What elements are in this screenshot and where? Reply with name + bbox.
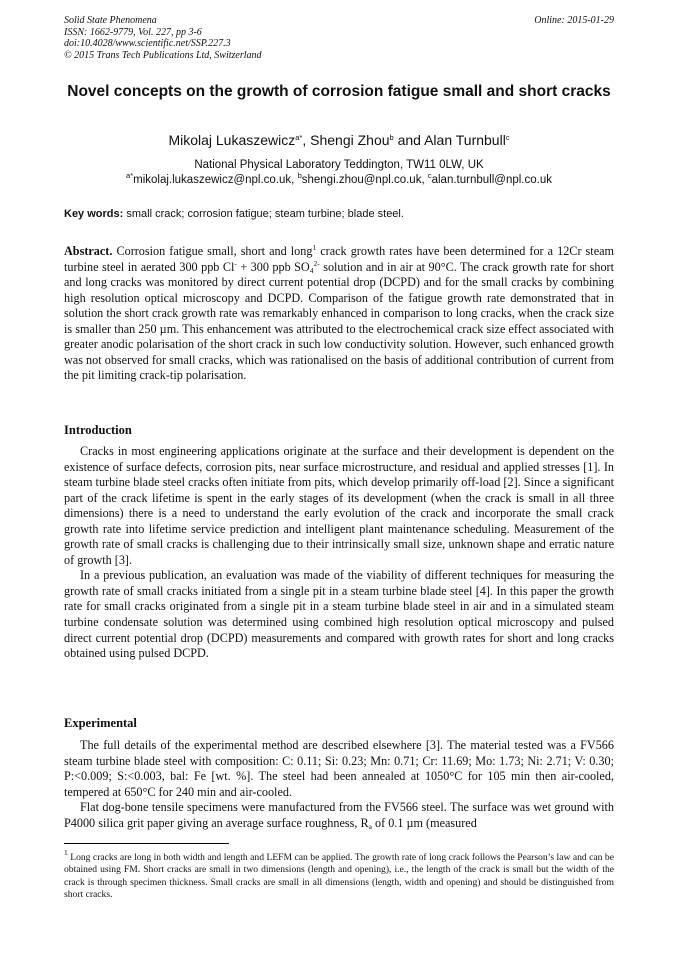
introduction-body — [64, 444, 614, 662]
subscript: 4 — [309, 265, 314, 275]
keywords-text: small crack; corrosion fatigue; steam turbine; blade steel. — [123, 208, 404, 220]
footnote — [64, 848, 614, 901]
author-separator: , — [302, 132, 311, 148]
affiliation: National Physical Laboratory Teddington, TW11 0LW, UK — [194, 159, 484, 171]
abstract — [64, 244, 614, 384]
keywords-label: Key words: — [64, 208, 124, 220]
superscript: - — [234, 258, 237, 268]
abstract-text: crack growth rates have been determined for a 12Cr steam turbine steel in aerated 300 ppb Cl — [64, 244, 614, 274]
email-link[interactable]: alan.turnbull@npl.co.uk — [431, 174, 552, 186]
abstract-text: + 300 ppb SO — [236, 259, 310, 274]
author-name: Alan Turnbull — [424, 132, 506, 148]
running-header — [64, 15, 614, 61]
email-link[interactable]: shengi.zhou@npl.co.uk, — [301, 174, 428, 186]
footnote-mark: 1 — [64, 848, 68, 857]
abstract-text: Corrosion fatigue small, short and long — [112, 244, 313, 258]
subscript: a — [368, 821, 372, 831]
author-affil-mark: a* — [295, 133, 303, 142]
journal-name: Solid State Phenomena — [64, 15, 157, 26]
author-separator: and — [393, 132, 425, 148]
paragraph-text: Flat dog-bone tensile specimens were manufactured from the FV566 steel. The surface was wet ground with P4000 silica grit paper giving an average surface roughness, R — [64, 800, 614, 830]
experimental-body — [64, 738, 614, 831]
copyright-line: © 2015 Trans Tech Publications Ltd, Switzerland — [64, 49, 262, 61]
author-list — [64, 132, 614, 149]
author-affil-mark: c — [505, 133, 510, 142]
author-name: Mikolaj Lukaszewicz — [168, 132, 296, 148]
author-name: Shengi Zhou — [310, 132, 390, 148]
doi-line: doi:10.4028/www.scientific.net/SSP.227.3 — [64, 38, 231, 49]
paragraph-text: of 0.1 µm (measured — [371, 815, 477, 830]
footnote-divider — [64, 843, 229, 844]
section-heading-introduction: Introduction — [64, 423, 132, 437]
abstract-label: Abstract. — [64, 244, 113, 258]
paragraph: Cracks in most engineering applications originate at the surface and their development is dependent on the existence of surface defects, corrosion pits, near surface microstructure, and residual and applied stresses [1]. In steam turbine blade steel cracks often initiate from pits, which develop primarily off-load [2]. Since a significant part of the crack lifetime is spent in the early stages of its development (when the crack is small in all three dimensions) there is a need to understand the early evolution of the crack and incorporate the small crack growth rate into lifetime service prediction and intelligent plant maintenance scheduling. Measurement of the growth rate of small cracks is challenging due to their intrinsically small size, unknown shape and erratic nature of growth [3]. — [64, 444, 614, 567]
affiliation-block — [64, 158, 614, 188]
keywords — [64, 208, 614, 220]
paragraph: In a previous publication, an evaluation was made of the viability of different techniques for measuring the growth rate of small cracks initiated from a single pit in a steam turbine blade steel [4]. In this paper the growth rate for small cracks originated from a single pit in a steam turbine blade steel in air and in a simulated steam turbine condensate solution was determined using combined high resolution optical microscopy and pulsed direct current potential drop (DCPD) measurements and compared with growth rates for short and long cracks obtained using pulsed DCPD. — [64, 568, 614, 661]
issn-line: ISSN: 1662-9779, Vol. 227, pp 3-6 — [64, 26, 202, 38]
online-date: Online: 2015-01-29 — [534, 15, 614, 26]
section-heading-experimental: Experimental — [64, 716, 137, 730]
email-mark: a* — [126, 171, 134, 180]
footnote-ref[interactable]: 1 — [312, 243, 317, 252]
email-link[interactable]: mikolaj.lukaszewicz@npl.co.uk, — [133, 174, 298, 186]
email-line — [64, 173, 614, 188]
paper-title: Novel concepts on the growth of corrosion fatigue small and short cracks — [67, 83, 611, 100]
email-mark: b — [297, 171, 302, 180]
superscript: 2- — [313, 258, 320, 268]
paragraph — [64, 800, 614, 831]
email-mark: c — [427, 171, 432, 180]
paragraph: The full details of the experimental method are described elsewhere [3]. The material tested was a FV566 steam turbine blade steel with composition: C: 0.11; Si: 0.23; Mn: 0.71; Cr: 11.69; Mo: 1.73; Ni: 2.71; V: 0.30; P:<0.009; S:<0.003, bal: Fe [wt. %]. The steel had been annealed at 1050°C for 105 min then air-cooled, tempered at 650°C for 240 min and air-cooled. — [64, 738, 614, 799]
author-affil-mark: b — [389, 133, 394, 142]
footnote-text: Long cracks are long in both width and length and LEFM can be applied. The growth rate of long crack follows the Pearson’s law and can be obtained using FM. Short cracks are small in two dimensions (length and opening), i.e., the length of the crack is small but the width of the crack is through specimen thickness. Small cracks are small in all dimensions (length, width and opening) and should be distinguished from short cracks. — [64, 852, 614, 900]
abstract-text: solution and in air at 90°C. The crack growth rate for short and long cracks was monitored by direct current potential drop (DCPD) and for the small cracks by combining high resolution optical microscopy and DCPD. Comparison of the fatigue growth rate demonstrated that in solution the short crack growth rate was remarkably enhanced in comparison to long cracks, when the crack size is smaller than 250 µm. This enhancement was attributed to the electrochemical crack size effect associated with greater anodic polarisation of the short crack in such low conductivity solution. However, such enhanced growth was not observed for small cracks, which was rationalised on the basis of additional contribution of current from the pit limiting crack-tip polarisation. — [64, 259, 614, 383]
